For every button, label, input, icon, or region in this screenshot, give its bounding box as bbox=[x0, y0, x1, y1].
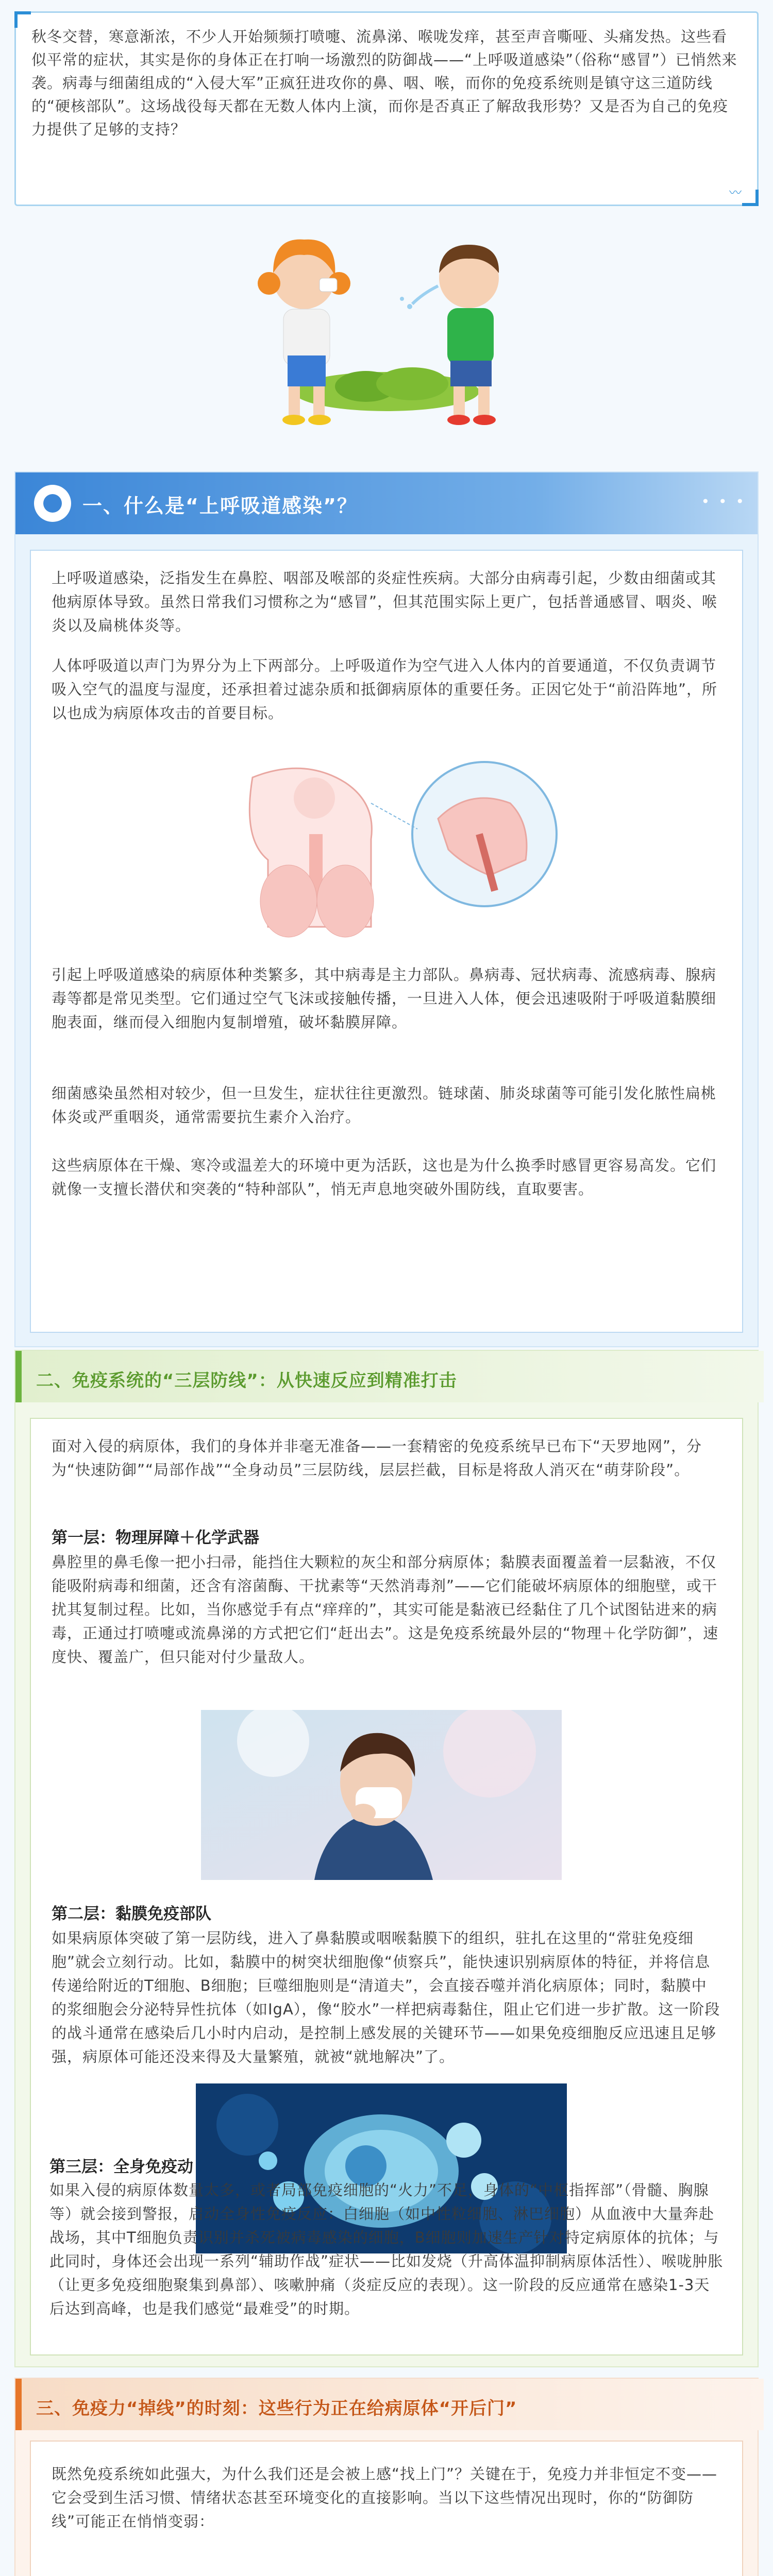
dots-icon: • • • bbox=[701, 493, 746, 510]
paragraph: 鼻腔里的鼻毛像一把小扫帚，能挡住大颗粒的灰尘和部分病原体；黏膜表面覆盖着一层黏液，不仅能吸附病毒和细菌，还含有溶菌酶、干扰素等“天然消毒剂”——它们能破坏病原体的细胞壁，或干扰其复制过程。比如，当你感觉手有点“痒痒的”，其实可能是黏液已经黏住了几个试图钻进来的病毒，正通过打喷嚏或流鼻涕的方式把它们“赶出去”。这是免疫系统最外层的“物理＋化学防御”，速度快、覆盖广，但只能对付少量敌人。 bbox=[52, 1553, 719, 1666]
paragraph: 如果入侵的病原体数量太多，或者局部免疫细胞的“火力”不足，身体的“中枢指挥部”（骨髓、胸腺等）就会接到警报，启动全身性免疫反应：白细胞（如中性粒细胞、淋巴细胞）从血液中大量奔赴战场，其中T细胞负责识别并杀死被病毒感染的细胞，B细胞则加速生产针对特定病原体的抗体；与此同时，身体还会出现一系列“辅助作战”症状——比如发烧（升高体温抑制病原体活性）、喉咙肿胀（让更多免疫细胞聚集到鼻部）、咳嗽肿痛（炎症反应的表现）。这一阶段的反应通常在感染1-3天后达到高峰，也是我们感觉“最难受”的时期。 bbox=[49, 2181, 724, 2317]
corner-decoration bbox=[742, 190, 759, 206]
section-title: 三、免疫力“掉线”的时刻：这些行为正在给病原体“开后门” bbox=[36, 2398, 517, 2419]
paragraph: 这些病原体在干燥、寒冷或温差大的环境中更为活跃，这也是为什么换季时感冒更容易高发。它们就像一支擅长潜伏和突袭的“特种部队”，悄无声息地突破外围防线，直取要害。 bbox=[52, 1157, 717, 1198]
intro-box bbox=[14, 11, 759, 206]
corner-decoration bbox=[14, 11, 31, 28]
paragraph: 如果病原体突破了第一层防线，进入了鼻黏膜或咽喉黏膜下的组织，驻扎在这里的“常驻免疫细胞”就会立刻行动。比如，黏膜中的树突状细胞像“侦察兵”，能快速识别病原体的特征，并将信息传递给附近的T细胞、B细胞；巨噬细胞则是“清道夫”，会直接吞噬并消化病原体；同时，黏膜中的浆细胞会分泌特异性抗体（如IgA），像“胶水”一样把病毒黏住，阻止它们进一步扩散。这一阶段的战斗通常在感染后几小时内启动，是控制上感发展的关键环节——如果免疫细胞反应迅速且足够强，病原体可能还没来得及大量繁殖，就被“就地解决”了。 bbox=[52, 1929, 720, 2065]
content-card bbox=[30, 2441, 743, 2576]
paragraph: 细菌感染虽然相对较少，但一旦发生，症状往往更激烈。链球菌、肺炎球菌等可能引发化脓性扁桃体炎或严重咽炎，通常需要抗生素介入治疗。 bbox=[52, 1084, 717, 1126]
section-banner bbox=[15, 2379, 764, 2430]
section-banner bbox=[15, 1351, 764, 1402]
section-immunity-offline bbox=[14, 2378, 759, 2576]
paragraph: 面对入侵的病原体，我们的身体并非毫无准备——一套精密的免疫系统早已布下“天罗地网”，分为“快速防御”“局部作战”“全身动员”三层防线，层层拦截，目标是将敌人消灭在“萌芽阶段”。 bbox=[52, 1437, 702, 1479]
wave-icon: 〰 bbox=[729, 185, 742, 200]
subheading: 第一层：物理屏障＋化学武器 bbox=[52, 1529, 259, 1547]
section2-lower bbox=[29, 2154, 744, 2365]
woman-sneezing-photo bbox=[201, 1710, 562, 1880]
section-title: 一、什么是“上呼吸道感染”？ bbox=[82, 495, 358, 517]
subheading: 第三层：全身免疫动 bbox=[49, 2158, 193, 2176]
bullet-icon bbox=[34, 485, 71, 522]
intro-text: 秋冬交替，寒意渐浓，不少人开始频频打喷嚏、流鼻涕、喉咙发痒，甚至声音嘶哑、头痛发热。这些看似平常的症状，其实是你的身体正在打响一场激烈的防御战——“上呼吸道感染”（俗称“感冒”）已悄然来袭。病毒与细菌组成的“入侵大军”正疯狂进攻你的鼻、咽、喉，而你的免疫系统则是镇守这三道防线的“硬核部队”。这场战役每天都在无数人体内上演，而你是否真正了解敌我形势？又是否为自己的免疫力提供了足够的支持？ bbox=[31, 28, 737, 138]
section-banner bbox=[15, 472, 758, 534]
paragraph: 人体呼吸道以声门为界分为上下两部分。上呼吸道作为空气进入人体内的首要通道，不仅负责调节吸入空气的温度与湿度，还承担着过滤杂质和抵御病原体的重要任务。正因它处于“前沿阵地”，所以也成为病原体攻击的首要目标。 bbox=[52, 657, 718, 722]
content-card bbox=[30, 550, 743, 1333]
paragraph: 上呼吸道感染，泛指发生在鼻腔、咽部及喉部的炎症性疾病。大部分由病毒引起，少数由细菌或其他病原体导致。虽然日常我们习惯称之为“感冒”，但其范围实际上更广，包括普通感冒、咽炎、喉炎以及扁桃体炎等。 bbox=[52, 569, 718, 634]
section-title: 二、免疫系统的“三层防线”：从快速反应到精准打击 bbox=[36, 1370, 457, 1391]
sneezing-kids-illustration bbox=[196, 216, 577, 443]
respiratory-anatomy-illustration bbox=[222, 757, 572, 947]
paragraph: 既然免疫系统如此强大，为什么我们还是会被上感“找上门”？关键在于，免疫力并非恒定不变——它会受到生活习惯、情绪状态甚至环境变化的直接影响。当以下这些情况出现时，你的“防御防线”可能正在悄悄变弱： bbox=[52, 2465, 718, 2530]
subheading: 第二层：黏膜免疫部队 bbox=[52, 1905, 211, 1923]
paragraph: 引起上呼吸道感染的病原体种类繁多，其中病毒是主力部队。鼻病毒、冠状病毒、流感病毒、腺病毒等都是常见类型。它们通过空气飞沫或接触传播，一旦进入人体，便会迅速吸附于呼吸道黏膜细胞表面，继而侵入细胞内复制增殖，破坏黏膜屏障。 bbox=[52, 966, 717, 1031]
section-upper-respiratory bbox=[14, 471, 759, 1347]
